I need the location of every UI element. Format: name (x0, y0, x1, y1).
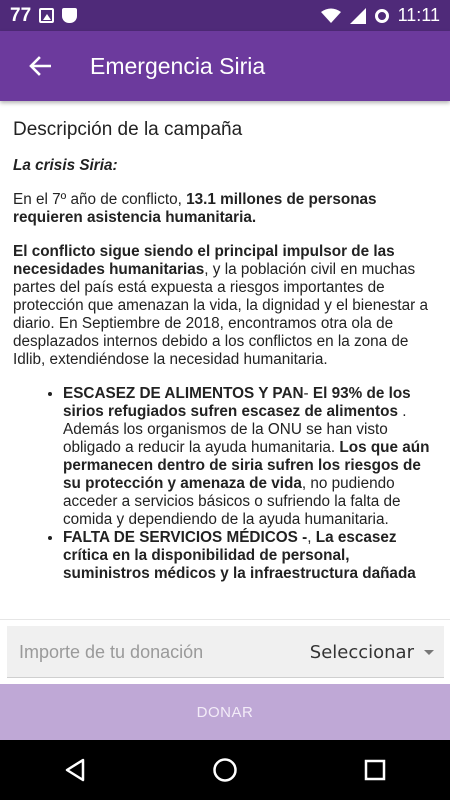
nav-recents-button[interactable] (345, 740, 405, 800)
list-item (63, 385, 438, 529)
image-icon (39, 8, 54, 23)
notification-count: 77 (10, 4, 32, 26)
paragraph-2-text: , y la población civil en muchas partes del país está expuesta a riesgos importantes de protección que amenazan la vida, la dignidad y el bienestar a diario. En Septiembre de 2018, encontramos otra ola de desplazados internos debido a los conflictos en la zona de Idlib, extendiéndose la necesidad humanitaria. (13, 261, 428, 368)
paragraph-1-bold: 13.1 millones de personas requieren asistencia humanitaria. (13, 191, 377, 226)
amount-select-label: Seleccionar (309, 641, 414, 663)
list-item (63, 529, 438, 583)
list-item-text: . Además los organismos de la ONU se han visto obligado a reducir la ayuda humanitaria. (63, 403, 407, 456)
back-triangle-icon (64, 758, 86, 782)
clock: 11:11 (397, 5, 440, 25)
dropdown-caret-icon (424, 650, 434, 655)
status-left (10, 5, 77, 27)
wifi-icon (321, 8, 341, 24)
navigation-bar (0, 740, 450, 800)
nav-back-button[interactable] (45, 740, 105, 800)
recents-square-icon (364, 759, 386, 781)
paragraph-2 (13, 243, 438, 369)
status-bar (0, 0, 450, 31)
list-item-heading: ESCASEZ DE ALIMENTOS Y PAN (63, 385, 304, 402)
section-title: Descripción de la campaña (13, 119, 243, 140)
home-circle-icon (212, 757, 238, 783)
list-item-heading: FALTA DE SERVICIOS MÉDICOS - (63, 529, 308, 546)
signal-icon (350, 8, 366, 24)
back-button[interactable] (10, 31, 70, 101)
donation-amount-input[interactable] (19, 640, 289, 664)
list-item-bold: Los que aún permanecen dentro de siria sufren los riesgos de su protección y amenaza de vida (63, 439, 430, 492)
page-title: Emergencia Siria (90, 52, 266, 79)
paragraph-1 (13, 191, 438, 227)
amount-field (7, 626, 444, 678)
app-bar (0, 31, 450, 101)
list-item-text: , no pudiendo acceder a servicios básicos o sufriendo la falta de comida y dependiendo de la ayuda humanitaria. (63, 475, 401, 528)
needs-list (13, 385, 438, 583)
sync-ring-icon (375, 9, 389, 23)
status-right (321, 5, 440, 26)
list-item-text: - (303, 385, 313, 402)
campaign-description[interactable] (0, 101, 450, 619)
paragraph-2-bold: El conflicto sigue siendo el principal impulsor de las necesidades humanitarias (13, 243, 395, 278)
list-item-bold: El 93% de los sirios refugiados sufren escasez de alimentos (63, 385, 411, 420)
shield-icon (62, 8, 77, 23)
paragraph-1-text: En el 7º año de conflicto, (13, 191, 187, 208)
list-item-text: , (307, 529, 316, 546)
donate-button[interactable]: DONAR (0, 684, 450, 740)
amount-select[interactable] (310, 640, 434, 664)
donation-area (0, 619, 450, 685)
arrow-left-icon (29, 56, 51, 76)
list-item-bold: La escasez crítica en la disponibilidad de personal, suministros médicos y la infraestructura dañada (63, 529, 416, 582)
subheading: La crisis Siria: (13, 157, 118, 174)
nav-home-button[interactable] (195, 740, 255, 800)
